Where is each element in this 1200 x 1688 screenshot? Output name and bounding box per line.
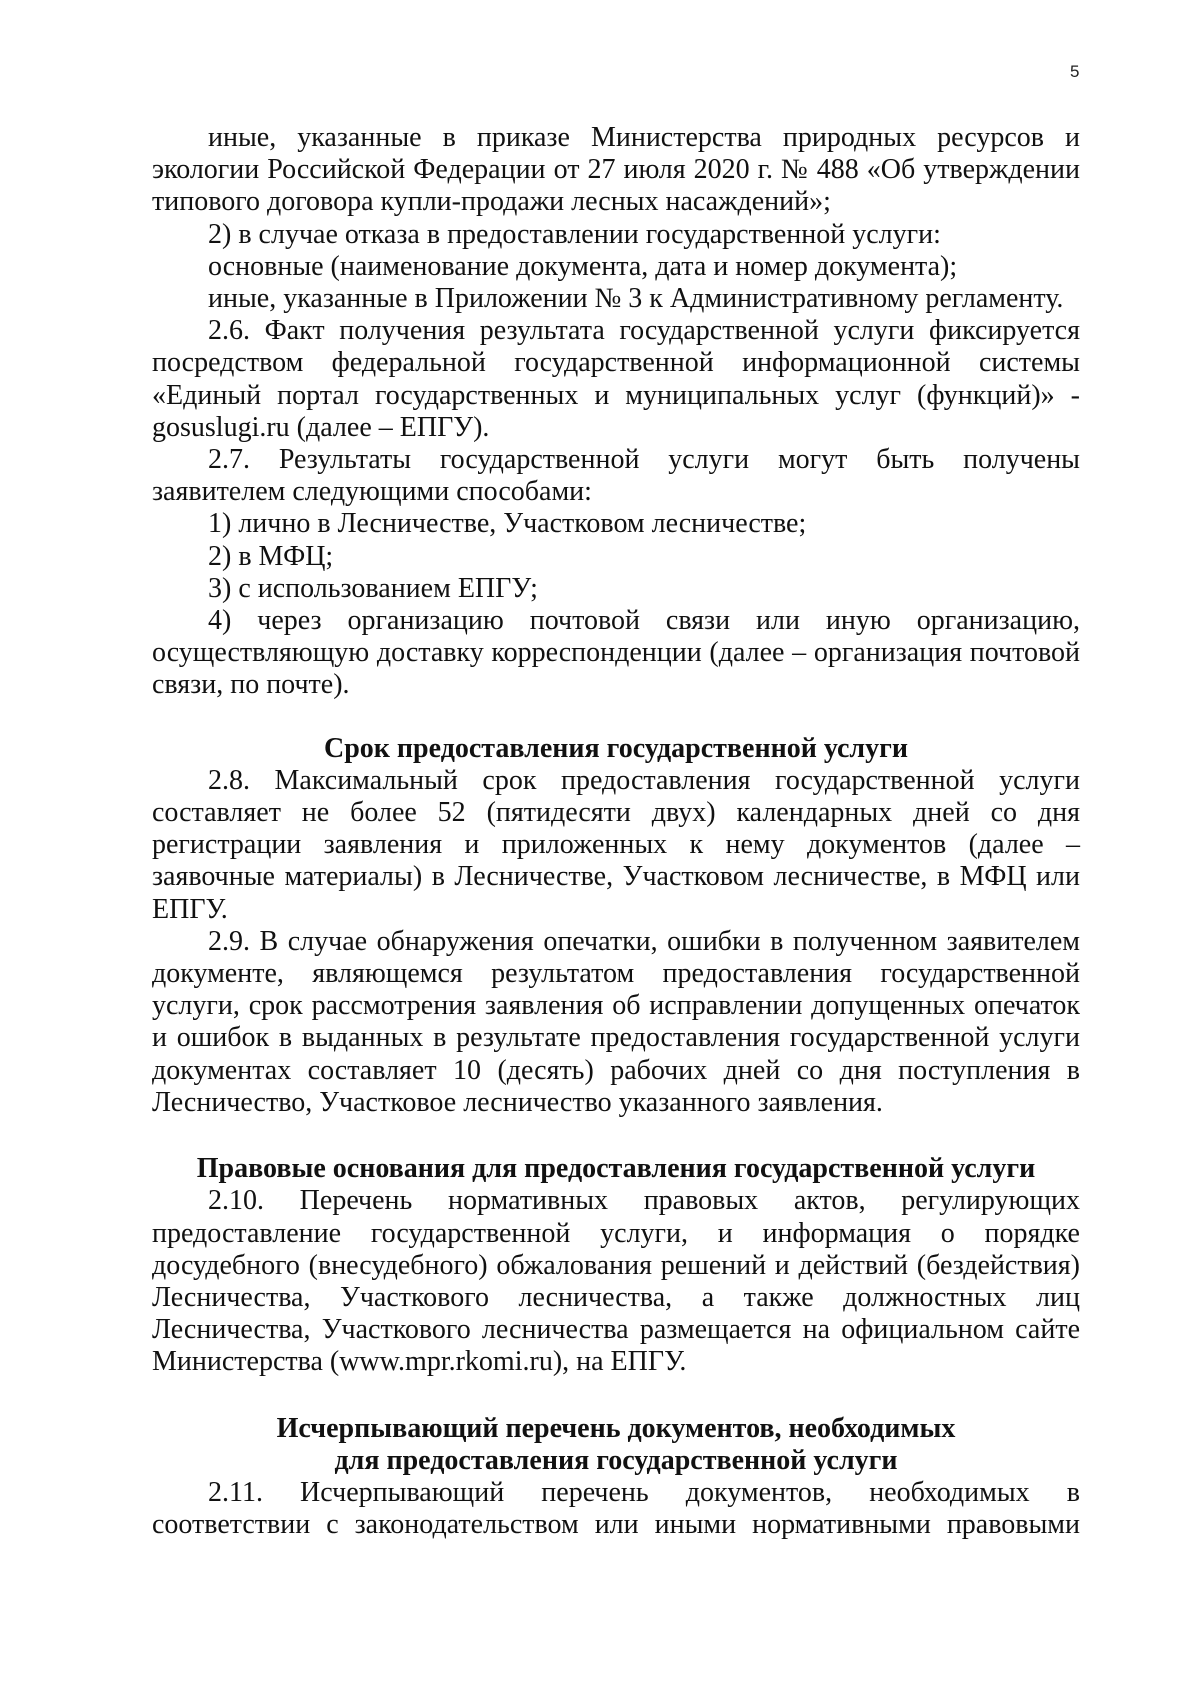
section-heading-legal: Правовые основания для предоставления государственной услуги — [196, 1153, 1036, 1185]
paragraph: 2.6. Факт получения результата государственной услуги фиксируется посредством федеральной государственной информационной системы «Единый портал государственных и муниципальных услуг (функций)» - gosuslugi.ru (далее – ЕПГУ). — [152, 315, 1080, 443]
section-heading-docs-line1: Исчерпывающий перечень документов, необходимых — [276, 1412, 956, 1444]
paragraph: 2.8. Максимальный срок предоставления государственной услуги составляет не более 52 (пятидесяти двух) календарных дней со дня регистрации заявления и приложенных к нему документов (далее – заявочные материалы) в Лесничестве, Участковом лесничестве, в МФЦ или ЕПГУ. — [152, 764, 1080, 925]
list-item: 1) лично в Лесничестве, Участковом лесничестве; — [208, 508, 807, 540]
section-heading-term: Срок предоставления государственной услуги — [324, 732, 908, 764]
paragraph: 2.7. Результаты государственной услуги могут быть получены заявителем следующими способами: — [152, 444, 1080, 508]
section-heading-docs-line2: для предоставления государственной услуги — [334, 1444, 898, 1476]
page-number: 5 — [1070, 62, 1080, 81]
paragraph: 2.11. Исчерпывающий перечень документов, необходимых в соответствии с законодательством или иными нормативными правовыми — [152, 1476, 1080, 1541]
paragraph: 2.10. Перечень нормативных правовых актов, регулирующих предоставление государственной услуги, и информация о порядке досудебного (внесудебного) обжалования решений и действий (бездействия) Лесничества, Участкового лесничества, а также должностных лиц Лесничества, Участкового лесничества размещается на официальном сайте Министерства (www.mpr.rkomi.ru), на ЕПГУ. — [152, 1185, 1080, 1378]
paragraph: основные (наименование документа, дата и номер документа); — [208, 250, 958, 282]
document-body — [152, 122, 1080, 1541]
paragraph: иные, указанные в Приложении № 3 к Административному регламенту. — [208, 283, 1064, 315]
paragraph: иные, указанные в приказе Министерства природных ресурсов и экологии Российской Федерации от 27 июля 2020 г. № 488 «Об утверждении типового договора купли-продажи лесных насаждений»; — [152, 122, 1080, 218]
list-item: 3) с использованием ЕПГУ; — [208, 572, 538, 604]
paragraph: 2) в случае отказа в предоставлении государственной услуги: — [208, 218, 941, 250]
list-item: 2) в МФЦ; — [208, 540, 334, 572]
paragraph: 2.9. В случае обнаружения опечатки, ошибки в полученном заявителем документе, являющемся результатом предоставления государственной услуги, срок рассмотрения заявления об исправлении допущенных опечаток и ошибок в выданных в результате предоставления государственной услуги документах составляет 10 (десять) рабочих дней со дня поступления в Лесничество, Участковое лесничество указанного заявления. — [152, 925, 1080, 1118]
list-item: 4) через организацию почтовой связи или иную организацию, осуществляющую доставку корреспонденции (далее – организация почтовой связи, по почте). — [152, 605, 1080, 701]
